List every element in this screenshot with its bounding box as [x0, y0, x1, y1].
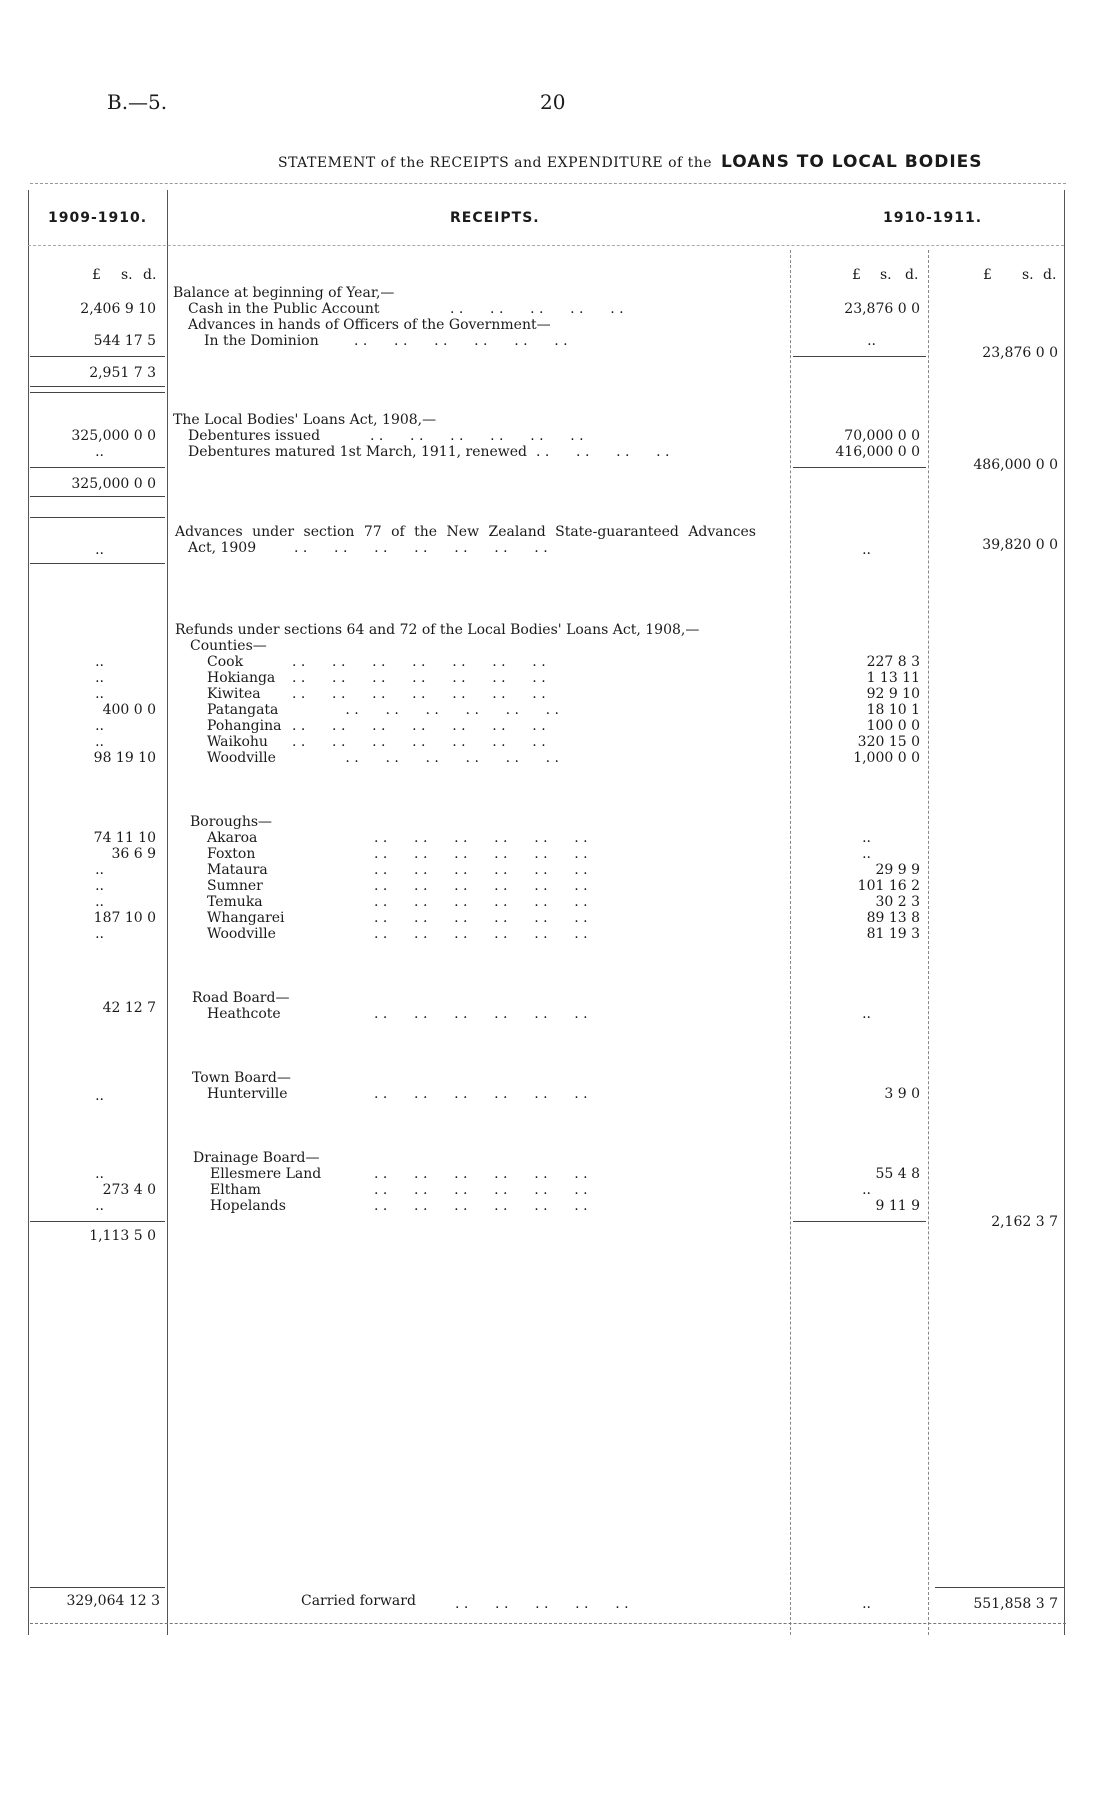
refunds-title: Refunds under sections 64 and 72 of the Local Bodies' Loans Act, 1908,—: [175, 622, 700, 638]
refunds-curr-total: 2,162 3 7: [991, 1214, 1058, 1230]
document-code: B.—5.: [107, 90, 168, 114]
borough-curr: 30 2 3: [875, 894, 920, 910]
total-pound-header: £: [983, 267, 992, 283]
advances-officers-title: Advances in hands of Officers of the Government—: [188, 317, 551, 333]
borough-prev: ..: [95, 862, 104, 878]
county-prev: ..: [95, 734, 104, 750]
county-curr: 1,000 0 0: [853, 750, 920, 766]
borough-name: Foxton: [207, 846, 256, 862]
counties-title: Counties—: [190, 638, 267, 654]
drainage-prev: ..: [95, 1166, 104, 1182]
county-curr: 92 9 10: [866, 686, 920, 702]
cash-prev: 2,406 9 10: [80, 301, 156, 317]
prev-pence-header: d.: [143, 267, 157, 283]
advances-s77-prev: ..: [95, 542, 104, 558]
borough-prev: 36 6 9: [111, 846, 156, 862]
curr-pound-header: £: [852, 267, 861, 283]
debentures-renewed-prev: ..: [95, 444, 104, 460]
town-board-title: Town Board—: [192, 1070, 291, 1086]
county-prev: ..: [95, 686, 104, 702]
borough-name: Temuka: [207, 894, 263, 910]
debentures-renewed-label: Debentures matured 1st March, 1911, renewed: [188, 444, 528, 460]
prev-year-header: 1909-1910.: [48, 210, 148, 226]
drainage-prev: 273 4 0: [102, 1182, 156, 1198]
total-pence-header: d.: [1043, 267, 1057, 283]
carried-prev: 329,064 12 3: [66, 1593, 160, 1609]
borough-curr: ..: [862, 830, 871, 846]
road-board-prev: 42 12 7: [102, 1000, 156, 1016]
advances-s77-line2: Act, 1909: [188, 540, 257, 556]
curr-pence-header: d.: [905, 267, 919, 283]
statement-prefix: STATEMENT of the RECEIPTS and EXPENDITURE of the: [278, 155, 713, 171]
borough-name: Sumner: [207, 878, 263, 894]
borough-prev: ..: [95, 878, 104, 894]
statement-title: [278, 152, 983, 172]
county-curr: 100 0 0: [866, 718, 920, 734]
drainage-title: Drainage Board—: [193, 1150, 320, 1166]
borough-name: Whangarei: [207, 910, 285, 926]
dominion-prev: 544 17 5: [93, 333, 156, 349]
carried-forward-label: Carried forward: [301, 1593, 416, 1609]
county-name: Patangata: [207, 702, 279, 718]
cash-label: Cash in the Public Account: [188, 301, 380, 317]
county-prev: ..: [95, 670, 104, 686]
curr-year-header: 1910-1911.: [883, 210, 983, 226]
drainage-curr: 55 4 8: [875, 1166, 920, 1182]
curr-shillings-header: s.: [880, 267, 892, 283]
county-name: Waikohu: [207, 734, 268, 750]
statement-bold: LOANS TO LOCAL BODIES: [721, 152, 983, 172]
dominion-label: In the Dominion: [204, 333, 319, 349]
prev-pound-header: £: [92, 267, 101, 283]
prev-shillings-header: s.: [121, 267, 133, 283]
county-prev: ..: [95, 718, 104, 734]
borough-curr: 101 16 2: [857, 878, 920, 894]
drainage-name: Ellesmere Land: [210, 1166, 322, 1182]
borough-curr: 29 9 9: [875, 862, 920, 878]
borough-name: Mataura: [207, 862, 268, 878]
county-curr: 320 15 0: [857, 734, 920, 750]
balance-prev-total: 2,951 7 3: [89, 365, 156, 381]
county-name: Hokianga: [207, 670, 276, 686]
debentures-issued-curr: 70,000 0 0: [844, 428, 920, 444]
town-board-name: Hunterville: [207, 1086, 288, 1102]
drainage-curr: ..: [862, 1182, 871, 1198]
receipts-header: RECEIPTS.: [450, 210, 540, 226]
boroughs-title: Boroughs—: [190, 814, 273, 830]
borough-curr: 89 13 8: [866, 910, 920, 926]
balance-curr-total: 23,876 0 0: [982, 345, 1058, 361]
borough-prev: ..: [95, 894, 104, 910]
loans-act-curr-total: 486,000 0 0: [973, 457, 1058, 473]
debentures-renewed-curr: 416,000 0 0: [835, 444, 920, 460]
borough-name: Akaroa: [207, 830, 258, 846]
borough-name: Woodville: [207, 926, 276, 942]
town-board-curr: 3 9 0: [884, 1086, 920, 1102]
drainage-prev: ..: [95, 1198, 104, 1214]
borough-prev: ..: [95, 926, 104, 942]
advances-s77-line1: Advances under section 77 of the New Zealand State-guaranteed Advances: [175, 524, 756, 540]
borough-prev: 187 10 0: [93, 910, 156, 926]
county-curr: 18 10 1: [866, 702, 920, 718]
advances-s77-total: 39,820 0 0: [982, 537, 1058, 553]
drainage-curr: 9 11 9: [875, 1198, 920, 1214]
road-board-curr: ..: [862, 1006, 871, 1022]
county-prev: 400 0 0: [102, 702, 156, 718]
county-name: Cook: [207, 654, 244, 670]
road-board-title: Road Board—: [192, 990, 290, 1006]
borough-curr: ..: [862, 846, 871, 862]
borough-prev: 74 11 10: [93, 830, 156, 846]
drainage-name: Eltham: [210, 1182, 261, 1198]
balance-title: Balance at beginning of Year,—: [173, 285, 395, 301]
county-curr: 227 8 3: [866, 654, 920, 670]
dominion-curr: ..: [867, 333, 876, 349]
road-board-name: Heathcote: [207, 1006, 281, 1022]
county-name: Kiwitea: [207, 686, 261, 702]
cash-curr: 23,876 0 0: [844, 301, 920, 317]
county-name: Pohangina: [207, 718, 282, 734]
county-name: Woodville: [207, 750, 276, 766]
loans-act-title: The Local Bodies' Loans Act, 1908,—: [173, 412, 437, 428]
total-shillings-header: s.: [1022, 267, 1034, 283]
page-number: 20: [540, 90, 566, 114]
borough-curr: 81 19 3: [866, 926, 920, 942]
drainage-name: Hopelands: [210, 1198, 286, 1214]
refunds-prev-total: 1,113 5 0: [89, 1228, 156, 1244]
county-curr: 1 13 11: [866, 670, 920, 686]
county-prev: ..: [95, 654, 104, 670]
carried-total: 551,858 3 7: [973, 1596, 1058, 1612]
carried-curr: ..: [862, 1596, 871, 1612]
advances-s77-curr: ..: [862, 542, 871, 558]
county-prev: 98 19 10: [93, 750, 156, 766]
debentures-issued-label: Debentures issued: [188, 428, 321, 444]
town-board-prev: ..: [95, 1088, 104, 1104]
loans-act-prev-total: 325,000 0 0: [71, 476, 156, 492]
debentures-issued-prev: 325,000 0 0: [71, 428, 156, 444]
